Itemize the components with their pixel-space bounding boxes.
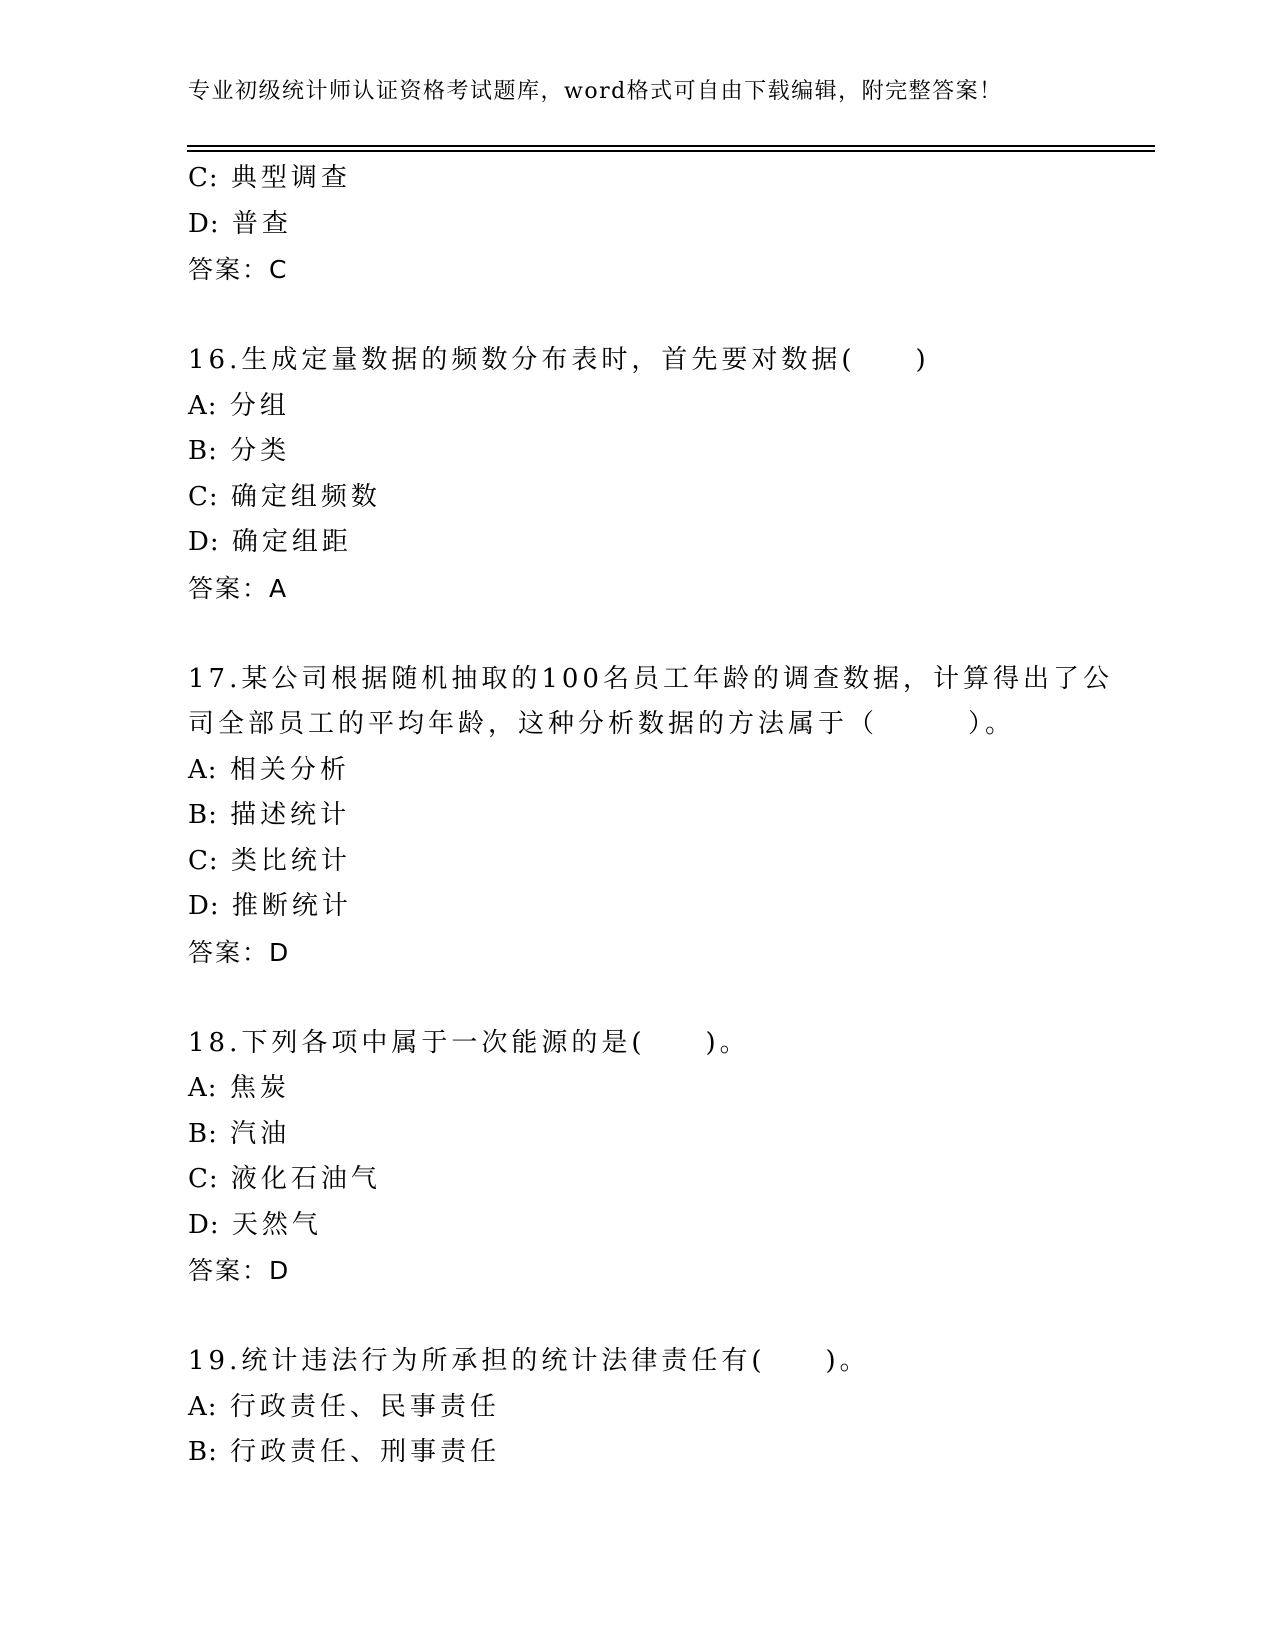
- option-line: D: 普查: [188, 208, 292, 239]
- option-line: D: 天然气: [188, 1209, 322, 1240]
- answer-line: 答案：D: [188, 1256, 291, 1285]
- question-text: 19.统计违法行为所承担的统计法律责任有( )。: [188, 1346, 870, 1376]
- question-text: 16.生成定量数据的频数分布表时，首先要对数据( ): [188, 345, 930, 375]
- option-line: D: 推断统计: [188, 891, 352, 921]
- option-line: A: 焦炭: [188, 1073, 290, 1103]
- option-line: C: 液化石油气: [188, 1164, 381, 1194]
- header-rule-top: [187, 145, 1155, 147]
- option-line: A: 分组: [188, 390, 290, 421]
- option-line: C: 典型调查: [188, 163, 351, 193]
- question-text: 司全部员工的平均年龄，这种分析数据的方法属于（ ）。: [188, 709, 1016, 739]
- option-line: B: 分类: [188, 436, 291, 466]
- answer-line: 答案：C: [188, 255, 289, 284]
- option-line: C: 确定组频数: [188, 481, 381, 512]
- page-header: 专业初级统计师认证资格考试题库，word格式可自由下载编辑，附完整答案！: [188, 79, 1003, 104]
- option-line: C: 类比统计: [188, 845, 351, 876]
- option-line: B: 汽油: [188, 1118, 291, 1149]
- question-content: [188, 156, 1113, 1476]
- option-line: A: 相关分析: [188, 754, 350, 785]
- option-line: D: 确定组距: [188, 527, 352, 557]
- answer-line: 答案：D: [188, 937, 291, 967]
- option-line: B: 描述统计: [188, 800, 351, 830]
- question-text: 17.某公司根据随机抽取的100名员工年龄的调查数据，计算得出了公: [188, 663, 1113, 694]
- answer-line: 答案：A: [188, 573, 289, 603]
- header-rule-bottom: [187, 150, 1155, 152]
- question-text: 18.下列各项中属于一次能源的是( )。: [188, 1027, 750, 1058]
- option-line: A: 行政责任、民事责任: [188, 1391, 500, 1422]
- option-line: B: 行政责任、刑事责任: [188, 1437, 501, 1467]
